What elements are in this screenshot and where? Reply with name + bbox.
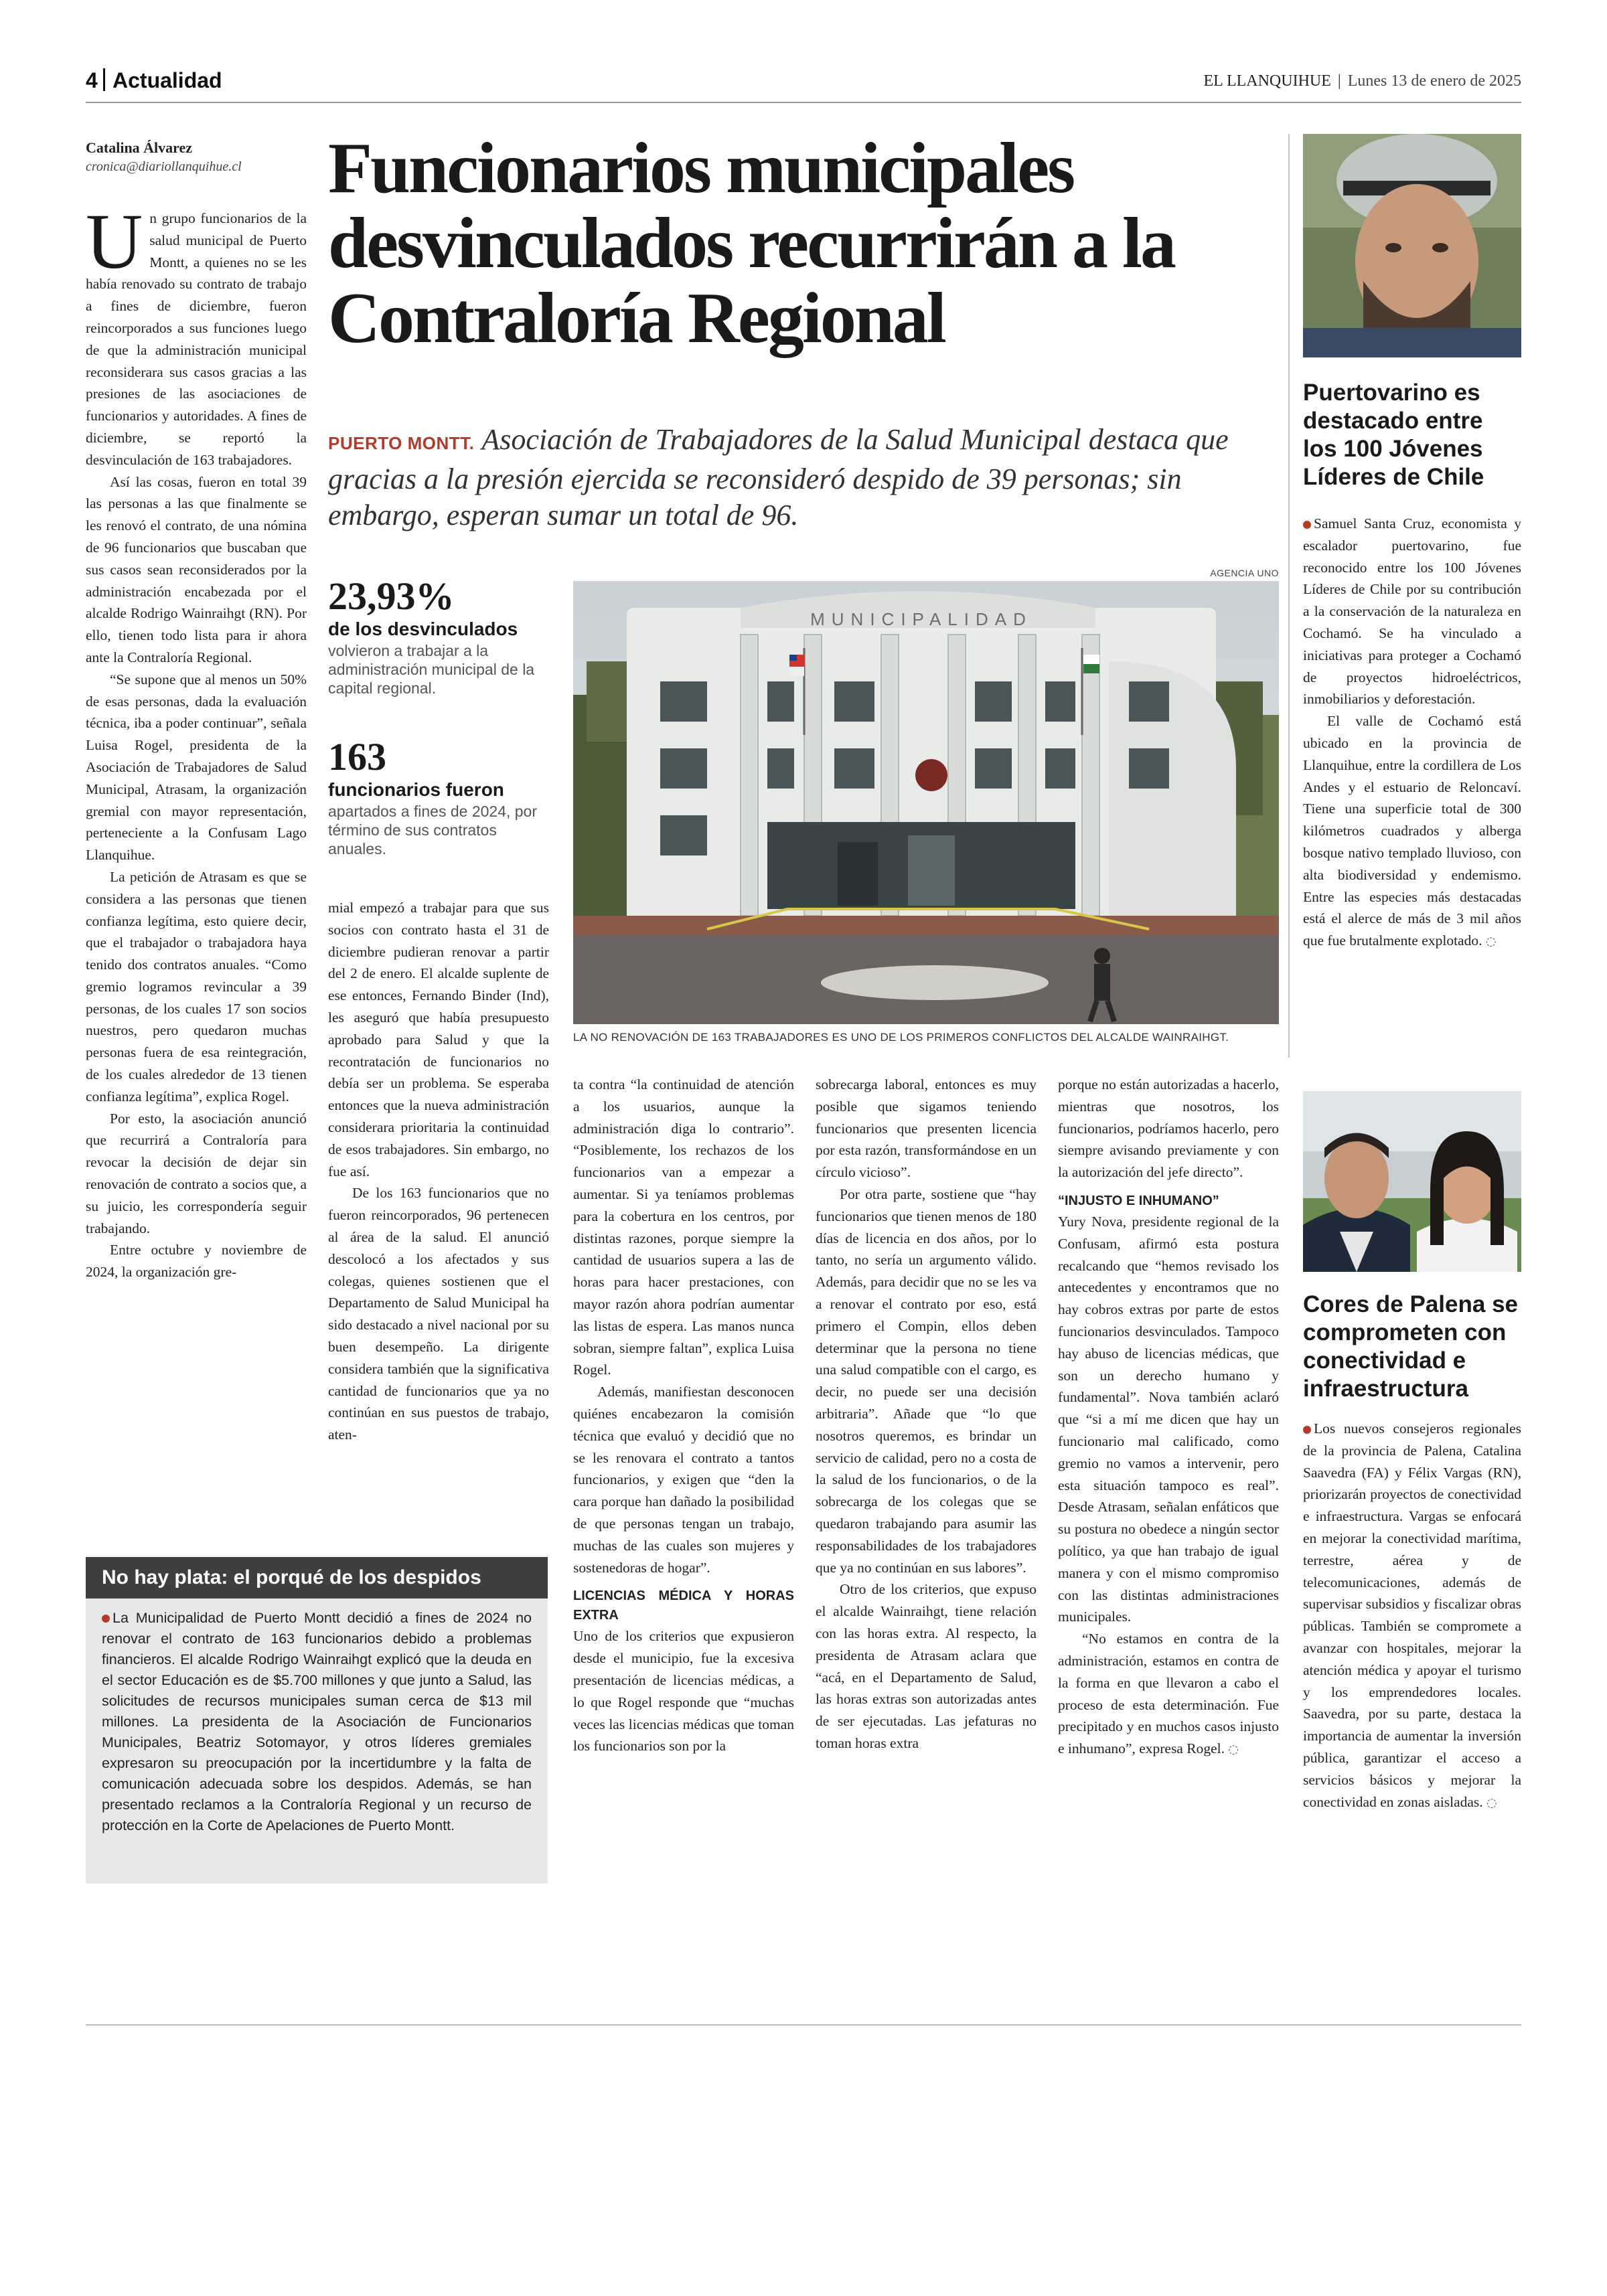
sidebar-box <box>86 1557 548 1884</box>
section-name: Actualidad <box>112 68 222 92</box>
page-header <box>86 64 1521 98</box>
building-illustration <box>573 581 1279 1024</box>
photo-credit: AGENCIA UNO <box>1210 568 1279 578</box>
col3-para: Uno de los criterios que expusieron desde el municipio, fue la excesiva presentación de licencias médicas, a lo que Rogel responde que “muchas veces las licencias médicas que toman los funcionarios son por la <box>573 1628 794 1754</box>
right-story-1-body <box>1303 513 1521 953</box>
article-col-4 <box>816 1074 1037 1754</box>
end-mark-icon: ◌ <box>1486 1795 1497 1810</box>
col1-para: “Se supone que al menos un 50% de esas personas, dada la evaluación técnica, iba a poder continuar”, señala Luisa Rogel, presidenta de la Asociación de Trabajadores de Salud Municipal, Atrasam, la organización gremial con mayor representación, perteneciente a la Confusam Lago Llanquihue. <box>86 671 307 864</box>
byline <box>86 139 300 175</box>
right-story-2-headline: Cores de Palena se comprometen con conectividad e infraestructura <box>1303 1291 1518 1402</box>
bullet-icon <box>1303 1426 1311 1434</box>
article-col-3 <box>573 1074 794 1757</box>
deck <box>328 422 1266 534</box>
col1-para: Así las cosas, fueron en total 39 las personas a las que finalmente se les renovó el contrato, de una nómina de 96 funcionarios que buscaban que sus casos sean reconsiderados por la administración encabezada por el alcalde Rodrigo Wainraihgt (RN). Por ello, tienen todo lista para ir ahora ante la Contraloría Regional. <box>86 473 307 665</box>
stat-label: funcionarios fueron <box>328 779 504 800</box>
cores-illustration <box>1303 1091 1521 1272</box>
portrait-photo-cores <box>1303 1091 1521 1272</box>
col5-para: porque no están autorizadas a hacerlo, mientras que nosotros, los funcionarios, podríamos hacerlo, pero siempre avisando previamente y con la autorización del jefe directo”. <box>1058 1076 1279 1181</box>
col1-first-para <box>86 197 307 471</box>
header-sep: | <box>1337 72 1341 90</box>
right-story-2-para <box>1303 1418 1521 1814</box>
header-divider <box>103 68 105 91</box>
stat-desc: volvieron a trabajar a la administración municipal de la capital regional. <box>328 642 535 697</box>
article-col-5 <box>1058 1074 1279 1761</box>
right-story-1-para <box>1303 710 1521 953</box>
portrait-illustration <box>1303 134 1521 357</box>
col1-para: La petición de Atrasam es que se considera a las personas que tienen confianza legítima, esto quiere decir, que el trabajador o trabajadora haya tenido dos contratos anuales. “Como gremio logramos revincular a 39 personas, de los cuales 17 son socios nuestros, pero quedaron muchas personas fuera de esa reintegración, de los cuales alrededor de 13 tienen confianza legítima”, explica Rogel. <box>86 868 307 1104</box>
col3-para: ta contra “la continuidad de atención a los usuarios, aunque la administración diga lo contrario”. “Posiblemente, los rechazos de los funcionarios van a empezar a aumentar. Si ya teníamos problemas para la cobertura en los centros, por distintas razones, porque siempre la cantidad de usuarios supera a las de horas para hacer prestaciones, con mayor razón ahora podrían aumentar las listas de espera. Las manos nunca sobran, siempre faltan”, explica Luisa Rogel. <box>573 1076 794 1378</box>
col3-para: Además, manifiestan desconocen quiénes encabezaron la comisión técnica que evaluó y decidió que no se les renovara el contrato a tantos funcionarios, y exigen que “den la cara porque han dañado la posibilidad de que personas tengan un trabajo, muchas de las cuales son mujeres y sostenedoras de hogar”. <box>573 1384 794 1576</box>
deck-place: PUERTO MONTT. <box>328 433 475 453</box>
col3-subhead: LICENCIAS MÉDICA Y HORAS EXTRA <box>573 1588 794 1623</box>
sidebar-box-title: No hay plata: el porqué de los despidos <box>86 1557 548 1598</box>
right-story-2-text: Los nuevos consejeros regionales de la provincia de Palena, Catalina Saavedra (FA) y Félix Vargas (RN), priorizarán proyectos de conectividad e infraestructura. Vargas se enfocará en mejorar la conectividad marítima, terrestre, aérea y de telecomunicaciones, además de supervisar subsidios y fiscalizar obras públicas. También se compromete a avanzar con hospitales, mejorar la atención médica y apoyar el turismo y los emprendedores locales. Saavedra, por su parte, destaca la importancia de aumentar la inversión pública, garantizar el acceso a servicios básicos y mejorar la conectividad en zonas aisladas. <box>1303 1420 1522 1810</box>
municipalidad-photo <box>573 581 1279 1024</box>
col2-para: De los 163 funcionarios que no fueron reincorporados, 96 pertenecen al área de la salud. El anunció descolocó a los afectados y sus colegas, quienes sostienen que el Departamento de Salud Municipal ha sido destacado a nivel nacional por su buen desempeño. La dirigente considera también que la significativa cantidad de funcionarios que ya no continúan en sus puestos de trabajo, aten- <box>328 1185 549 1443</box>
col4-para: Por otra parte, sostiene que “hay funcionarios que tienen menos de 180 días de licencia en dos años, por lo tanto, no sería un argumento válido. Además, para decidir que no se les va a renovar el contrato por eso, está primero el Compin, ellos deben determinar que la persona no tiene una salud compatible con el cargo, es decir, no puede ser una decisión arbitraria”. Añade que “lo que nosotros queremos, es brindar un servicio de calidad, pero no a costa de la salud de los funcionarios, o de la sobrecarga de los colegas que se quedaron trabajando para asumir las responsabilidades de los trabajadores que ya no continúan en sus labores”. <box>816 1185 1037 1576</box>
article-col-2 <box>328 897 549 1446</box>
byline-email: cronica@diariollanquihue.cl <box>86 159 242 174</box>
col4-para: sobrecarga laboral, entonces es muy posible que sigamos teniendo funcionarios que presenten licencia por esta razón, transformándose en un círculo vicioso”. <box>816 1076 1037 1181</box>
col5-subhead: “INJUSTO E INHUMANO” <box>1058 1193 1219 1208</box>
right-story-1-text: El valle de Cochamó está ubicado en la provincia de Llanquihue, entre la cordillera de Los Andes y el estuario de Reloncaví. Tiene una superficie total de 300 kilómetros cuadrados y alberga bosque nativo templado lluvioso, con alta biodiversidad y endemismo. Entre las especies más destacadas está el alerce de más de 3 mil años que fue brutalmente explotado. <box>1303 713 1521 949</box>
end-mark-icon: ◌ <box>1485 934 1497 949</box>
portrait-photo-samuel <box>1303 134 1521 357</box>
stat-number: 163 <box>328 735 386 778</box>
col1-para: Por esto, la asociación anunció que recurrirá a Contraloría para revocar la decisión de dejar sin renovación de contrato a socios que, a su juicio, les correspondería seguir trabajando. <box>86 1110 307 1236</box>
col2-para: mial empezó a trabajar para que sus socios con contrato hasta el 31 de diciembre pudieran renovar a partir del 2 de enero. El alcalde suplente de ese entonces, Fernando Binder (Ind), les aseguró que había presupuesto aprobado para Salud y que la recontratación de funcionarios no debía ser un problema. Se esperaba entonces que la nueva administración considerara prioritaria la continuidad de esos trabajadores. Sin embargo, no fue así. <box>328 900 549 1179</box>
end-mark-icon: ◌ <box>1228 1742 1239 1757</box>
building-sign: MUNICIPALIDAD <box>810 609 1032 629</box>
right-story-2-body <box>1303 1418 1521 1814</box>
stat-label: de los desvinculados <box>328 619 518 639</box>
stat-desc: apartados a fines de 2024, por término de sus contratos anuales. <box>328 803 538 857</box>
issue-date: Lunes 13 de enero de 2025 <box>1347 72 1521 90</box>
right-rail-divider <box>1288 134 1290 1058</box>
col1-para: Entre octubre y noviembre de 2024, la organización gre- <box>86 1242 307 1281</box>
deck-text: Asociación de Trabajadores de la Salud Municipal destaca que gracias a la presión ejercida se reconsideró despido de 39 personas; sin embargo, esperan sumar un total de 96. <box>328 423 1229 531</box>
col5-para <box>1058 1628 1279 1761</box>
sidebar-box-body: La Municipalidad de Puerto Montt decidió a fines de 2024 no renovar el contrato de 163 funcionarios debido a problemas financieros. El alcalde Rodrigo Wainraihgt explicó que la deuda en el sector Educación es de $5.700 millones y que junto a Salud, las solicitudes de recursos municipales suman cerca de $13 mil millones. La presidenta de la Asociación de Funcionarios Municipales, Beatriz Sotomayor, y otros líderes gremiales expresaron su preocupación por la incertidumbre y la falta de comunicación adecuada sobre los despidos. Además, se han presentado reclamos a la Contraloría Regional y un recurso de protección en la Corte de Apelaciones de Puerto Montt. <box>102 1610 532 1833</box>
stat-block-2 <box>328 736 549 858</box>
header-rule <box>86 102 1521 103</box>
col1-first-text: n grupo funcionarios de la salud municipal de Puerto Montt, a quienes no se les había renovado su contrato de trabajo a fines de diciembre, fueron reincorporados a sus funciones luego de que la administración municipal reconsiderara sus casos gracias a las presiones de las asociaciones de funcionarios y autoridades. A fines de diciembre, se reportó la desvinculación de 163 trabajadores. <box>86 210 307 468</box>
col5-para: Yury Nova, presidente regional de la Confusam, afirmó esta postura recalcando que “hemos revisado los antecedentes y encontramos que no hay cobros extras por parte de estos funcionarios desvinculados. Tampoco hay abuso de licencias médicas, que son un derecho humano y fundamental”. Nova también aclaró que “si a mí me dicen que hay un funcionario mal calificado, como gremio no vamos a intervenir, pero esta situación tampoco es real”. Desde Atrasam, señalan enfáticos que su postura no obedece a ningún sector político, ya que han trabajo de igual manera y con el mismo compromiso con las distintas administraciones municipales. <box>1058 1213 1279 1625</box>
newspaper-title: EL LLANQUIHUE <box>1203 72 1331 90</box>
photo-caption: LA NO RENOVACIÓN DE 163 TRABAJADORES ES UNO DE LOS PRIMEROS CONFLICTOS DEL ALCALDE WAINRAIHGT. <box>573 1031 1229 1044</box>
article-col-1 <box>86 197 307 1283</box>
bullet-icon <box>102 1615 110 1623</box>
col5-final-text: “No estamos en contra de la administración, estamos en contra de la forma en que llevaron a cabo el proceso de esta determinación. Fue precipitado y en muchos casos injusto e inhumano”, expresa Rogel. <box>1058 1631 1279 1757</box>
bullet-icon <box>1303 521 1311 529</box>
col4-para: Otro de los criterios, que expuso el alcalde Wainraihgt, tiene relación con las horas extra. Al respecto, la presidenta de Atrasam aclara que “acá, en el Departamento de Salud, las horas extras son autorizadas antes de ser ejecutadas. Las jefaturas no toman horas extra <box>816 1581 1037 1751</box>
right-story-1-lead: Samuel Santa Cruz, economista y escalador puertovarino, fue reconocido entre los 100 Jóvenes Líderes de Chile por su contribución a la conservación de la naturaleza en Cochamó. Se ha vinculado a iniciativas para proteger a Cochamó de proyectos hidroeléctricos, inmobiliarios y deforestación. <box>1303 515 1521 708</box>
drop-cap: U <box>86 197 143 285</box>
main-headline: Funcionarios municipales desvinculados recurrirán a la Contraloría Regional <box>328 129 1175 358</box>
footer-rule <box>86 2024 1521 2026</box>
sidebar-box-text <box>86 1598 548 1836</box>
stat-block-1 <box>328 576 549 698</box>
page-number: 4 <box>86 68 98 92</box>
newspaper-name <box>1204 72 1521 90</box>
right-story-1-headline: Puertovarino es destacado entre los 100 Jóvenes Líderes de Chile <box>1303 380 1484 490</box>
right-story-1-para <box>1303 513 1521 710</box>
byline-author: Catalina Álvarez <box>86 139 193 156</box>
stat-number: 23,93% <box>328 574 455 618</box>
